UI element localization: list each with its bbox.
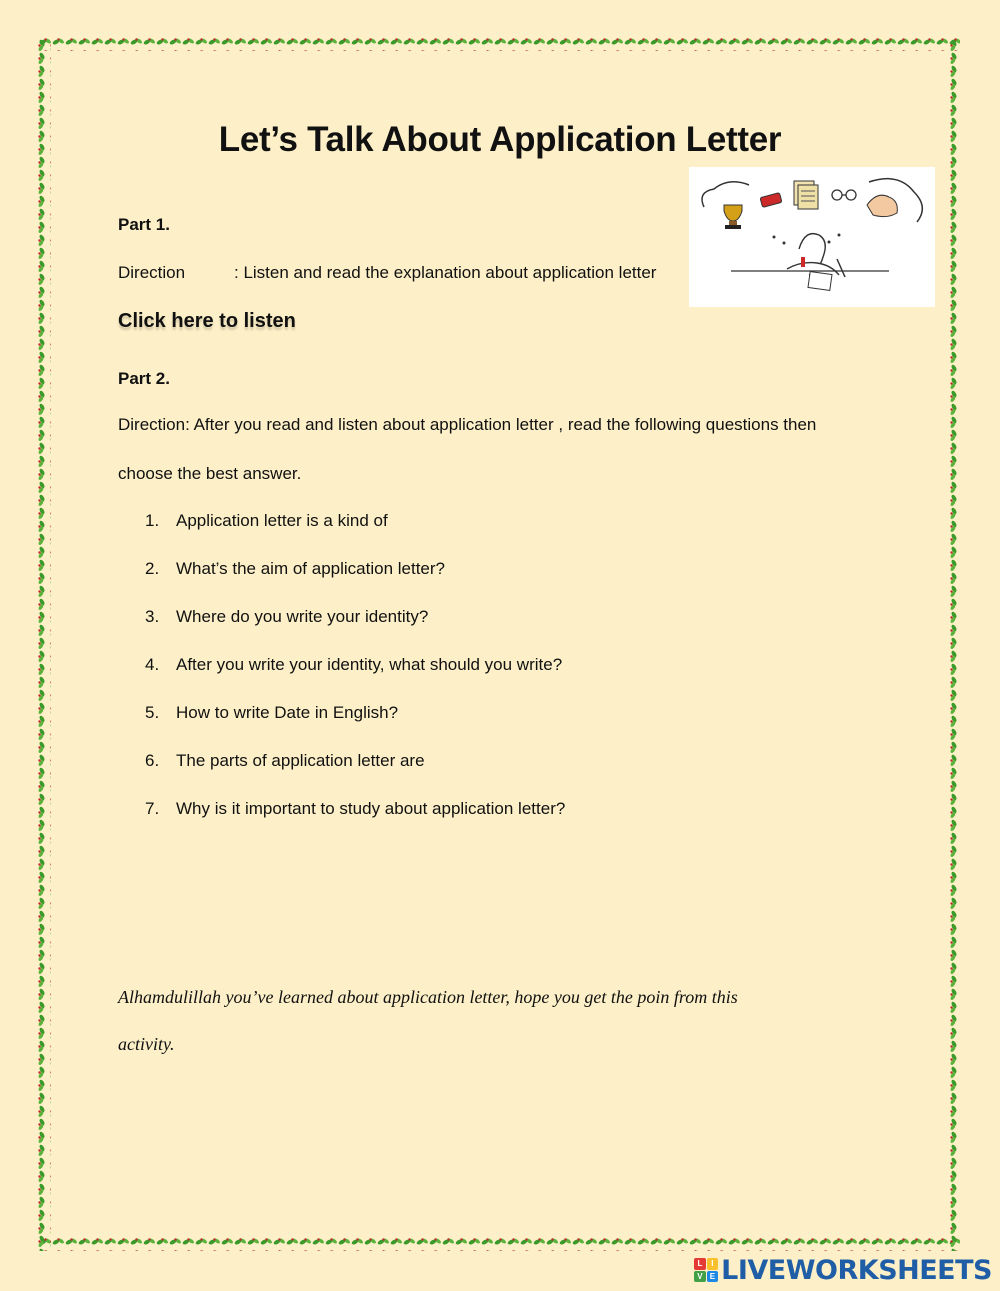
question-item [145,799,565,847]
question-list [145,511,565,847]
question-number: 1. [145,511,160,530]
question-text: Why is it important to study about application letter? [176,799,566,818]
question-text: How to write Date in English? [176,703,399,722]
liveworksheets-logo-icon [694,1258,718,1282]
logo-letter: L [694,1258,706,1270]
brand-name: LIVEWORKSHEETS [721,1254,992,1286]
question-item [145,559,565,607]
question-item [145,607,565,655]
liveworksheets-brand [694,1254,992,1286]
part2-direction-line2: choose the best answer. [118,464,302,483]
question-text: After you write your identity, what should you write? [176,655,563,674]
question-number: 2. [145,559,160,578]
question-number: 5. [145,703,160,722]
logo-letter: E [707,1271,719,1283]
part2-direction-line1: Direction: After you read and listen about application letter , read the following questions then [118,415,817,434]
question-text: Application letter is a kind of [176,511,388,530]
part1-direction-text: : Listen and read the explanation about application letter [234,263,657,282]
question-item [145,751,565,799]
question-number: 4. [145,655,160,674]
logo-letter: V [694,1271,706,1283]
part1-direction-label: Direction [118,263,186,282]
question-item [145,655,565,703]
click-to-listen-link[interactable]: Click here to listen [118,310,296,332]
page-title: Let’s Talk About Application Letter [218,120,782,159]
part1-heading: Part 1. [118,215,170,234]
question-text: The parts of application letter are [176,751,425,770]
question-item [145,703,565,751]
closing-line2: activity. [118,1034,175,1054]
question-number: 3. [145,607,160,626]
question-text: What’s the aim of application letter? [176,559,445,578]
question-number: 7. [145,799,160,818]
logo-letter: I [707,1258,719,1270]
part2-heading: Part 2. [118,369,170,388]
question-item [145,511,565,559]
question-number: 6. [145,751,160,770]
question-text: Where do you write your identity? [176,607,429,626]
closing-line1: Alhamdulillah you’ve learned about application letter, hope you get the poin from this [118,987,738,1007]
job-application-thinking-icon [689,167,935,307]
